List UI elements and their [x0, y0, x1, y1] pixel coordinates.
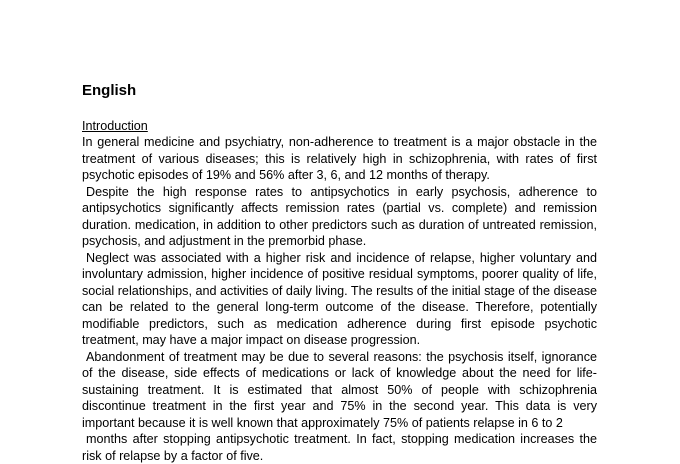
paragraph: Despite the high response rates to antipsychotics in early psychosis, adherence to antipsychotics significantly affects remission rates (partial vs. complete) and remission duration. medication, in addition to other predictors such as duration of untreated remission, psychosis, and adjustment in the premorbid phase. [82, 184, 597, 248]
document-heading: English [82, 82, 137, 99]
paragraph: In general medicine and psychiatry, non-adherence to treatment is a major obstacle in the treatment of various diseases; this is relatively high in schizophrenia, with rates of first psychotic episodes of 19% and 56% after 3, 6, and 12 months of therapy. [82, 135, 597, 182]
paragraph: Neglect was associated with a higher risk and incidence of relapse, higher voluntary and involuntary admission, higher incidence of positive residual symptoms, poorer quality of life, social relationships, and activities of daily living. The results of the initial stage of the disease can be related to the general long-term outcome of the disease. Therefore, potentially modifiable predictors, such as medication adherence during first episode psychotic treatment, may have a major impact on disease progression. [82, 250, 597, 347]
section-title-introduction: Introduction [82, 119, 148, 133]
body-text [82, 134, 597, 464]
paragraph: Abandonment of treatment may be due to several reasons: the psychosis itself, ignorance of the disease, side effects of medications or lack of knowledge about the need for life-sustaining treatment. It is estimated that almost 50% of people with schizophrenia discontinue treatment in the first year and 75% in the second year. This data is very important because it is well known that approximately 75% of patients relapse in 6 to 2 [82, 349, 597, 430]
paragraph: months after stopping antipsychotic treatment. In fact, stopping medication increases the risk of relapse by a factor of five. [82, 432, 597, 463]
